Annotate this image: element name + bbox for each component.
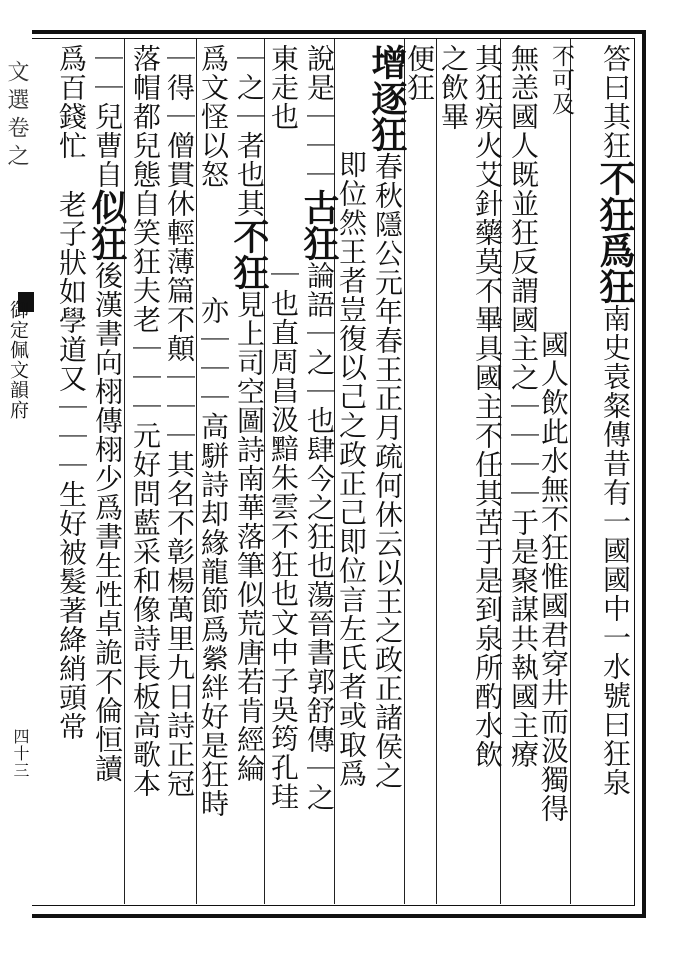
column-text: 亦｜｜｜高駢詩却緣龍節爲縈絆好是狂時 [197,296,230,818]
text-column-5b [403,44,436,904]
text-column-4 [470,44,504,904]
column-text: 其狂疾火艾針藥莫不畢具國主不任其苦于是到泉所酌水飲 [471,44,504,769]
column-text: 見上司空圖詩南華落筆似荒唐若肯經綸 [233,290,266,783]
column-text: 之飲畢 [437,44,470,131]
column-text: 老子狀如學道又｜｜｜生好被髮著絳綃頭常 [55,190,88,741]
column-text: 論語｜之｜也肆今之狂也蕩晉書郭舒傳｜之 [303,261,336,812]
text-column-6 [366,44,408,904]
column-text: 爲文怪以怒 [197,44,230,189]
text-column-8c [197,296,230,904]
column-text: 不可及 [548,44,574,116]
column-text: ｜之｜者也其 [233,44,266,218]
column-text: 後漢書向栩傳栩少爲書生性卓詭不倫恒讀 [91,261,124,783]
text-column-2 [536,330,570,904]
text-column-3 [506,44,540,904]
text-column-7c [267,260,300,904]
entry-heading: 古狂 [298,189,340,261]
text-column-9b [128,44,162,904]
text-column-1 [578,44,636,904]
column-text: 無恙國人既並狂反謂國主之｜｜｜｜于是聚謀共執國主療 [507,44,540,769]
entry-heading: 不狂 [228,218,270,290]
column-text: 落帽都兒態自笑狂夫老｜｜｜元好問藍采和像詩長板高歌本 [129,44,162,798]
column-text: 答曰其狂 [599,44,632,160]
spine-fragment: 文選卷之 [4,60,29,172]
text-column-8 [228,44,270,904]
column-rule [124,39,125,904]
column-text: 即位然王者豈復以己之政正己即位言左氏者或取爲 [335,150,368,788]
entry-heading: 似狂 [86,189,128,261]
text-column-10 [86,44,128,904]
column-text: 國人飲此水無不狂惟國君穿井而汲獨得 [537,330,570,823]
text-column-6b [335,150,368,904]
page-spine [0,0,32,961]
text-column-10c [55,190,88,904]
column-text: 說是｜｜｜ [303,44,336,189]
column-text: 春秋隱公元年春王正月疏何休云以王之政正諸侯之 [371,152,404,790]
text-column-7 [298,44,340,904]
column-text: ｜｜兒曹自 [91,44,124,189]
column-text: 爲百錢忙 [55,44,88,160]
column-text: ｜得｜僧貫休輕薄篇不顛｜｜｜其名不彰楊萬里九日詩正冠 [163,44,196,798]
spine-title: 御定佩文韻府 [7,300,29,420]
column-text: ｜也直周昌汲黯朱雲不狂也文中子吳筠孔珪 [267,260,300,811]
column-text: 便狂 [403,44,436,102]
column-rule [436,39,437,904]
page-number: 四十三 [11,728,30,779]
text-column-5 [437,44,470,904]
column-rule [404,39,405,904]
column-text: 東走也 [267,44,300,131]
text-column-9 [162,44,196,904]
entry-heading: 不狂爲狂 [594,160,636,304]
column-text: 南史袁粲傳昔有一國國中一水號曰狂泉 [599,304,632,797]
entry-heading: 增逐狂 [366,44,408,152]
